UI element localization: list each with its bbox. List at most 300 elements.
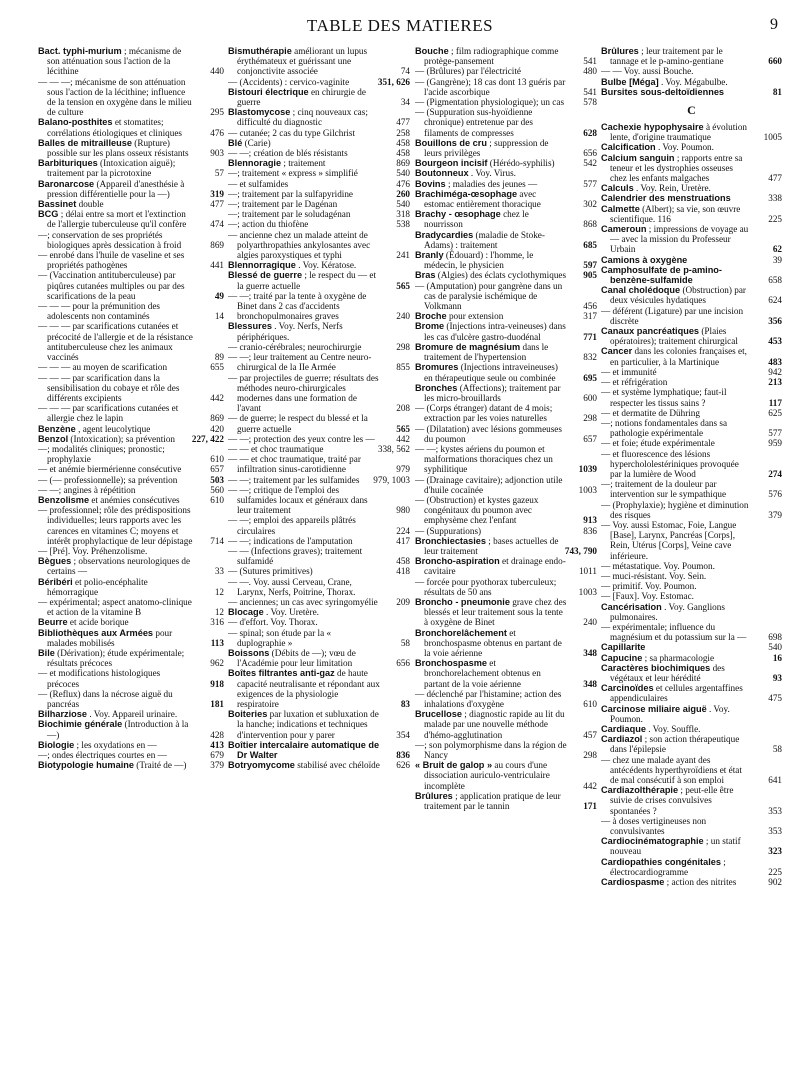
entry-heading: Bronchospasme — [415, 658, 487, 669]
index-entry — [228, 740, 410, 760]
index-entry — [415, 179, 597, 189]
index-entry — [38, 597, 224, 617]
index-entry — [415, 158, 597, 168]
index-entry — [38, 740, 224, 750]
entry-heading: Bronchiectasies — [415, 535, 486, 546]
entry-heading: Benzolisme — [38, 494, 90, 505]
index-entry — [228, 617, 410, 627]
index-entry — [601, 755, 782, 786]
index-entry — [228, 577, 410, 597]
entry-text: (Injections intra-veineuses) dans les cas d'ulcère gastro-duodénal — [424, 321, 566, 342]
entry-text: — forcée pour pyothorax tuberculeux; résultats de 50 ans — [415, 576, 557, 597]
entry-text: — et fluorescence des lésions hyperchololestériniques provoquée par la lumière de Wood — [601, 448, 739, 479]
entry-text: — — — par scarification dans la sensibilisation du cobaye et rôle des différents excipients — [38, 372, 180, 403]
page-ref: 208 — [396, 403, 410, 414]
page-ref: 338, 562 — [377, 443, 410, 454]
page-ref: 540 — [396, 199, 410, 210]
entry-heading: Calcification — [601, 142, 656, 153]
index-entry — [228, 291, 410, 322]
entry-heading: Canaux pancréatiques — [601, 326, 700, 337]
page-ref: 918 — [210, 678, 224, 689]
page-ref: 641 — [768, 775, 782, 786]
index-entry — [228, 321, 410, 341]
entry-text: — anciennes; un cas avec syringomyélie — [228, 596, 378, 607]
entry-text: — (Dilatation) avec lésions gommeuses du poumon — [415, 423, 562, 444]
index-entry — [228, 760, 410, 770]
entry-heading: « Bruit de galop » — [415, 760, 493, 771]
page-ref: 420 — [210, 423, 224, 434]
index-entry — [228, 352, 410, 372]
index-entry — [38, 230, 224, 250]
index-entry — [415, 760, 597, 791]
entry-text: — d'effort. Voy. Thorax. — [228, 617, 318, 628]
entry-text: ; traitement — [283, 158, 326, 169]
index-entry — [228, 434, 410, 444]
index-entry — [415, 97, 597, 107]
page-ref: 379 — [210, 760, 224, 771]
entry-heading: Broncho - pneumonie — [415, 596, 510, 607]
index-entry — [415, 740, 597, 760]
index-entry — [601, 642, 782, 652]
page-number: 9 — [770, 16, 778, 33]
page-ref: 442 — [583, 780, 597, 791]
page-ref: 62 — [772, 244, 782, 255]
page-ref: 979 — [396, 464, 410, 475]
entry-text: — et modifications histologiques précoces — [38, 668, 161, 689]
index-entry — [415, 577, 597, 597]
page-ref: 477 — [210, 199, 224, 210]
index-entry — [601, 306, 782, 326]
page-ref: 442 — [210, 392, 224, 403]
index-entry — [415, 475, 597, 495]
page-ref: 12 — [214, 586, 224, 597]
page-ref: 656 — [583, 148, 597, 159]
index-entry — [38, 760, 224, 770]
entry-text: — —; indications de l'amputation — [228, 535, 353, 546]
entry-heading: Bistouri électrique — [228, 86, 309, 97]
page-ref: 323 — [768, 846, 782, 857]
index-entry — [228, 260, 410, 270]
entry-text: — ancienne chez un malade atteint de polyarthropathies ankylosantes avec algies paroxystiques et typhi — [228, 229, 371, 261]
index-entry — [415, 403, 597, 423]
entry-text: — —; création de blés résistants — [228, 148, 348, 159]
page-ref: 597 — [583, 260, 597, 271]
entry-heading: Blessé de guerre — [228, 270, 303, 281]
entry-text: . Voy. Nerfs, Nerfs périphériques. — [237, 321, 343, 342]
index-entry — [38, 719, 224, 739]
entry-text: — spinal; son étude par la « duplographie » — [228, 627, 332, 648]
entry-text: en chirurgie de guerre — [237, 86, 366, 108]
page-ref: 39 — [772, 254, 782, 265]
page-ref: 1039 — [578, 464, 597, 475]
entry-text: — chez une malade ayant des antécédents hyperthyroïdiens et état de mal consécutif à son emploi — [601, 754, 742, 786]
entry-text: — primitif. Voy. Poumon. — [601, 581, 697, 592]
entry-text: (Intoxication aiguë); traitement par la picrotoxine — [47, 158, 176, 179]
entry-text: et cellules argentaffines appendiculaires — [610, 683, 743, 704]
index-entry — [38, 475, 224, 485]
page-ref: 354 — [396, 729, 410, 740]
entry-heading: Bouche — [415, 46, 449, 56]
page-ref: 353 — [768, 826, 782, 837]
page-ref: 836 — [583, 525, 597, 536]
entry-text: et bronchorelachement obtenus en partant de la voie aérienne — [424, 658, 541, 689]
entry-heading: Balles de mitrailleuse — [38, 137, 132, 148]
page-ref: 348 — [583, 678, 597, 689]
page-ref: 560 — [210, 484, 224, 495]
page-ref: 456 — [583, 301, 597, 312]
index-entry — [415, 230, 597, 250]
entry-text: ; suppression de leurs privilèges — [424, 137, 549, 159]
page-ref: 240 — [583, 617, 597, 628]
index-entry — [228, 270, 410, 290]
entry-heading: Cachexie hypophysaire — [601, 122, 704, 133]
entry-text: . Voy. Poumon. — [610, 703, 730, 724]
page-ref: 600 — [583, 392, 597, 403]
index-entry — [228, 475, 410, 485]
entry-text: . Voy. Ganglions pulmonaires. — [610, 601, 725, 622]
entry-heading: Benzol — [38, 433, 69, 444]
index-entry — [601, 255, 782, 265]
entry-text: (Obstruction) par deux vésicules hydatiques — [610, 285, 746, 306]
entry-heading: Bromure de magnésium — [415, 341, 521, 352]
page-ref: 538 — [396, 219, 410, 230]
entry-text: — —; kystes aériens du poumon et malformations thoraciques chez un syphilitique — [415, 443, 553, 475]
entry-text: — à doses vertigineuses non convulsivantes — [601, 815, 707, 837]
page-ref: 295 — [210, 107, 224, 118]
entry-heading: Bibliothèques aux Armées — [38, 627, 154, 638]
entry-text: stabilisé avec chéloïde — [297, 760, 380, 771]
page-ref: 476 — [396, 178, 410, 189]
entry-text: — (Gangrène); 18 cas dont 13 guéris par l'acide ascorbique — [415, 76, 566, 97]
entry-heading: Carcinoïdes — [601, 683, 654, 694]
page-ref: 685 — [583, 239, 597, 250]
page-ref: 476 — [210, 127, 224, 138]
index-entry — [38, 648, 224, 668]
page-ref: 458 — [396, 148, 410, 159]
page-ref: 418 — [396, 566, 410, 577]
entry-heading: Capillarite — [601, 642, 646, 653]
entry-text: — expérimental; aspect anatomo-clinique et action de la vitamine B — [38, 596, 192, 618]
entry-text: — —; angines à répétition — [38, 484, 136, 495]
entry-heading: Bismuthérapie — [228, 46, 292, 56]
entry-text: — par projectiles de guerre; résultats des méthodes neuro-chirurgicales modernes dans une formation de l'avant — [228, 372, 379, 414]
index-entry — [228, 107, 410, 127]
index-entry — [38, 434, 224, 444]
entry-text: (Algies) des éclats cyclothymiques — [437, 270, 567, 281]
index-entry — [415, 66, 597, 76]
index-entry — [601, 142, 782, 152]
entry-heading: Bègues — [38, 556, 72, 567]
entry-heading: Bronches — [415, 382, 458, 393]
page-ref: 979, 1003 — [373, 474, 410, 485]
page-ref: 477 — [768, 173, 782, 184]
entry-text: ; film radiographique comme protège-pansement — [424, 46, 559, 67]
index-entry — [38, 709, 224, 719]
page-ref: 298 — [583, 413, 597, 424]
index-column-2 — [228, 46, 410, 1066]
index-entry — [228, 168, 410, 178]
entry-heading: Calculs — [601, 183, 634, 194]
entry-text: — (Suppurations) — [415, 525, 482, 536]
index-entry — [601, 346, 782, 366]
index-entry — [38, 179, 224, 199]
page-ref: 348 — [583, 647, 597, 658]
page-ref: 34 — [400, 97, 410, 108]
page-ref: 962 — [210, 658, 224, 669]
page-ref: 458 — [396, 556, 410, 567]
entry-text: — déférent (Ligature) par une incision discrète — [601, 305, 744, 326]
index-entry — [601, 877, 782, 887]
page-ref: 480 — [583, 66, 597, 77]
entry-text: et bronchospasme obtenus en partant de la voie aérienne — [424, 627, 562, 658]
entry-heading: Cancer — [601, 346, 633, 357]
entry-text: ; peut-elle être suivie de crises convulsives spontanées ? — [610, 785, 734, 816]
entry-text: ; un statif nouveau — [610, 836, 741, 857]
section-letter: C — [687, 103, 696, 118]
entry-text: . Voy. Souffle. — [648, 724, 701, 734]
entry-text: — et réfrigération — [601, 377, 668, 388]
entry-text: — — — par scarifications cutanées et précocité de l'allergie et de la résistance antituberculeuse chez les animaux vaccinés — [38, 321, 193, 363]
entry-text: —; ondes électriques courtes en — — [38, 750, 167, 761]
entry-text: (Introduction à la —) — [47, 719, 189, 740]
entry-heading: Broncho-aspiration — [415, 556, 500, 567]
entry-text: ; observations neurologiques de certains — — [47, 556, 191, 577]
page-ref: 428 — [210, 729, 224, 740]
entry-heading: Boiteries — [228, 709, 268, 720]
entry-text: ; sa pharmacologie — [644, 652, 715, 663]
entry-text: — (Amputation) pour gangrène dans un cas de paralysie ischémique de Volkmann — [415, 280, 563, 312]
index-entry — [415, 189, 597, 209]
entry-text: ; impressions de voyage au — avec la mission du Professeur Urbain — [610, 224, 749, 255]
index-entry — [228, 87, 410, 107]
index-entry — [601, 408, 782, 418]
entry-heading: Bourgeon incisif — [415, 158, 488, 169]
entry-heading: Bouillons de cru — [415, 137, 487, 148]
index-entry — [38, 444, 224, 464]
index-entry — [415, 536, 597, 556]
entry-heading: Cardiazolthérapie — [601, 785, 679, 796]
entry-text: ; cinq nouveaux cas; difficulté du diagnostic — [237, 107, 368, 128]
page-ref: 457 — [583, 729, 597, 740]
index-entry — [601, 449, 782, 480]
entry-heading: Bact. typhi-murium — [38, 46, 122, 56]
entry-text: (Affections); traitement par les micro-brouillards — [424, 382, 561, 403]
index-entry — [38, 628, 224, 648]
entry-text: — [Pré]. Voy. Préhenzolisme. — [38, 545, 148, 556]
index-entry — [228, 77, 410, 87]
index-entry — [601, 265, 782, 285]
entry-text: — Voy. aussi Estomac, Foie, Langue [Base], Larynx, Pancréas [Corps], Rein, Utérus [Corps], Veine cave inférieure. — [601, 519, 737, 561]
index-entry — [228, 566, 410, 576]
page-ref: 49 — [214, 290, 224, 301]
index-entry — [228, 546, 410, 566]
page-ref: 441 — [210, 260, 224, 271]
page-ref: 16 — [772, 652, 782, 663]
entry-text: — métastatique. Voy. Poumon. — [601, 560, 715, 571]
index-entry — [228, 515, 410, 535]
index-entry — [415, 556, 597, 576]
index-entry — [601, 571, 782, 581]
page-ref: 913 — [583, 515, 597, 526]
page-ref: 1005 — [763, 132, 782, 143]
entry-text: —; traitement par le soludagénan — [228, 209, 351, 220]
entry-text: ; application pratique de leur traitement par le tannin — [424, 790, 561, 812]
index-entry — [415, 138, 597, 158]
index-entry — [38, 46, 224, 77]
page-ref: 379 — [768, 509, 782, 520]
entry-heading: Caractères biochimiques — [601, 662, 711, 673]
page-ref: 224 — [396, 525, 410, 536]
page-ref: 57 — [214, 168, 224, 179]
entry-text: — (Vaccination antituberculeuse) par piqûres cutanées multiples ou par des scarifications de la peau — [38, 270, 185, 301]
index-entry — [601, 377, 782, 387]
index-entry — [415, 250, 597, 270]
index-entry — [415, 362, 597, 382]
entry-heading: BCG — [38, 209, 59, 220]
entry-text: — —; traité par la tente à oxygène de Binet dans 2 cas d'accidents bronchopulmonaires graves — [228, 290, 367, 322]
entry-text: — — et choc traumatique — [228, 443, 324, 454]
entry-text: —; modalités cliniques; pronostic; prophylaxie — [38, 443, 165, 465]
entry-text: ; diagnostic rapide au lit du malade par une nouvelle méthode d'hémo-agglutination — [424, 709, 565, 740]
page-ref: 81 — [772, 86, 782, 97]
page-ref: 577 — [768, 428, 782, 439]
index-entry — [228, 158, 410, 168]
entry-text: (Rupture) possible sur les plans osseux résistants — [47, 137, 189, 159]
index-entry — [228, 709, 410, 740]
index-entry — [38, 199, 224, 209]
page-ref: 714 — [210, 535, 224, 546]
entry-text: (Dérivation); étude expérimentale; résultats précoces — [47, 647, 185, 669]
entry-text: — — et choc traumatique, traité par infiltration sinus-carotidienne — [228, 454, 361, 475]
index-entry — [415, 281, 597, 312]
index-entry — [415, 107, 597, 138]
page-ref: 474 — [210, 219, 224, 230]
entry-text: dans les colonies françaises et, en particulier, à la Martinique — [610, 346, 747, 367]
page-ref: 58 — [400, 637, 410, 648]
entry-text: — (Prophylaxie); hygiène et diminution des risques — [601, 499, 749, 520]
entry-heading: Branly — [415, 250, 444, 261]
entry-heading: Baronarcose — [38, 178, 95, 189]
page-ref: 624 — [768, 295, 782, 306]
entry-text: ; bases actuelles de leur traitement — [424, 535, 559, 556]
page-ref: 980 — [396, 505, 410, 516]
entry-text: — —; critique de l'emploi des sulfamides locaux et généraux dans leur traitement — [228, 484, 368, 516]
entry-text: des végétaux et leur hérédité — [610, 662, 725, 683]
index-entry — [38, 362, 224, 372]
page-ref: 869 — [396, 158, 410, 169]
entry-text: double — [78, 199, 104, 210]
page-ref: 298 — [583, 750, 597, 761]
index-entry — [228, 46, 410, 77]
entry-text: pour malades mobilisés — [47, 627, 173, 648]
index-entry — [601, 224, 782, 255]
page-ref: 578 — [583, 97, 597, 108]
entry-text: (Débits de —); vœu de l'Académie pour leur limitation — [237, 647, 356, 669]
entry-text: (Albert); sa vie, son œuvre scientifique. 116 — [610, 203, 741, 224]
entry-text: — déclenché par l'histamine; action des inhalations d'oxygène — [415, 688, 562, 709]
page-ref: 316 — [210, 617, 224, 628]
entry-text: ; le respect du — et la guerre actuelle — [237, 270, 377, 291]
entry-heading: Cancérisation — [601, 601, 662, 612]
index-entry — [601, 581, 782, 591]
entry-text: — et foie; étude expérimentale — [601, 438, 715, 449]
index-entry — [601, 724, 782, 734]
page-ref: 477 — [396, 117, 410, 128]
entry-heading: Camions à oxygène — [601, 254, 688, 265]
entry-text: — —. Voy. aussi Cerveau, Crane, Larynx, Nerfs, Poitrine, Thorax. — [228, 576, 356, 597]
page-ref: 440 — [210, 66, 224, 77]
index-entry — [228, 607, 410, 617]
entry-text: (Appareil d'anesthésie à pression différentielle pour la —) — [47, 178, 185, 199]
page-ref: 453 — [768, 336, 782, 347]
page-ref: 836 — [396, 750, 410, 761]
index-entry — [38, 270, 224, 301]
entry-heading: Balano-posthites — [38, 117, 113, 128]
page-ref: 942 — [768, 366, 782, 377]
page-title: TABLE DES MATIERES — [306, 16, 494, 35]
entry-heading: Blé — [228, 137, 243, 148]
page-ref: 610 — [583, 699, 597, 709]
entry-text: , agent leucolytique — [78, 423, 151, 434]
page-header — [0, 14, 800, 44]
page-ref: 475 — [768, 693, 782, 704]
index-entry — [228, 230, 410, 261]
index-entry — [601, 500, 782, 520]
entry-text: — —; protection des yeux contre les — — [228, 433, 375, 444]
page-ref: 771 — [583, 331, 597, 342]
entry-text: ; son action thérapeutique dans l'épilepsie — [610, 734, 740, 755]
entry-text: . Voy. Poumon. — [657, 142, 714, 153]
entry-text: —; traitement de la douleur par intervention sur le sympathique — [601, 479, 727, 500]
entry-text: — —; leur traitement au Centre neuro-chirurgical de la IIe Armée — [228, 352, 372, 373]
index-column-3 — [415, 46, 597, 1066]
entry-heading: Bassinet — [38, 199, 77, 210]
index-entry — [601, 857, 782, 877]
page-ref: 657 — [210, 464, 224, 475]
index-entry — [38, 617, 224, 627]
index-entry — [228, 219, 410, 229]
entry-text: . Voy. Appareil urinaire. — [89, 709, 178, 720]
page-ref: 698 — [768, 632, 782, 643]
entry-text: ; action des nitrites — [666, 877, 737, 888]
index-entry — [38, 689, 224, 709]
entry-text: — — — pour la prémunition des adolescents non contaminés — [38, 301, 160, 322]
entry-heading: Biochimie générale — [38, 719, 123, 730]
index-entry — [601, 602, 782, 622]
entry-text: — de guerre; le respect du blessé et la guerre actuelle — [228, 413, 368, 434]
entry-text: — professionnel; rôle des prédispositions individuelles; leurs rapports avec les carences en vitamines C; moyens et intérêt prophylactique de leur dépistage — [38, 505, 193, 546]
entry-text: par luxation et subluxation de la hanche; indications et techniques d'intervention pour y parer — [237, 709, 379, 740]
entry-text: à évolution lente, d'origine traumatique — [610, 122, 748, 143]
entry-text: et stomatites; corrélations étiologiques et cliniques — [47, 117, 182, 138]
index-entry — [38, 138, 224, 158]
entry-heading: Botryomycome — [228, 760, 295, 771]
page-ref: 610 — [210, 454, 224, 465]
entry-text: ; les oxydations en — — [76, 739, 157, 750]
entry-heading: Barbituriques — [38, 158, 98, 169]
index-entry — [601, 122, 782, 142]
entry-text: — et sulfamides — [228, 178, 289, 189]
index-entry — [415, 526, 597, 536]
entry-heading: Calendrier des menstruations — [601, 193, 731, 204]
page-ref: 442 — [396, 433, 410, 444]
entry-heading: Blennoragie — [228, 158, 282, 169]
index-entry — [415, 311, 597, 321]
entry-text: — — — au moyen de scarification — [38, 362, 168, 373]
page-ref: 959 — [768, 438, 782, 449]
page-ref: 577 — [583, 178, 597, 189]
page-ref: 541 — [583, 56, 597, 67]
